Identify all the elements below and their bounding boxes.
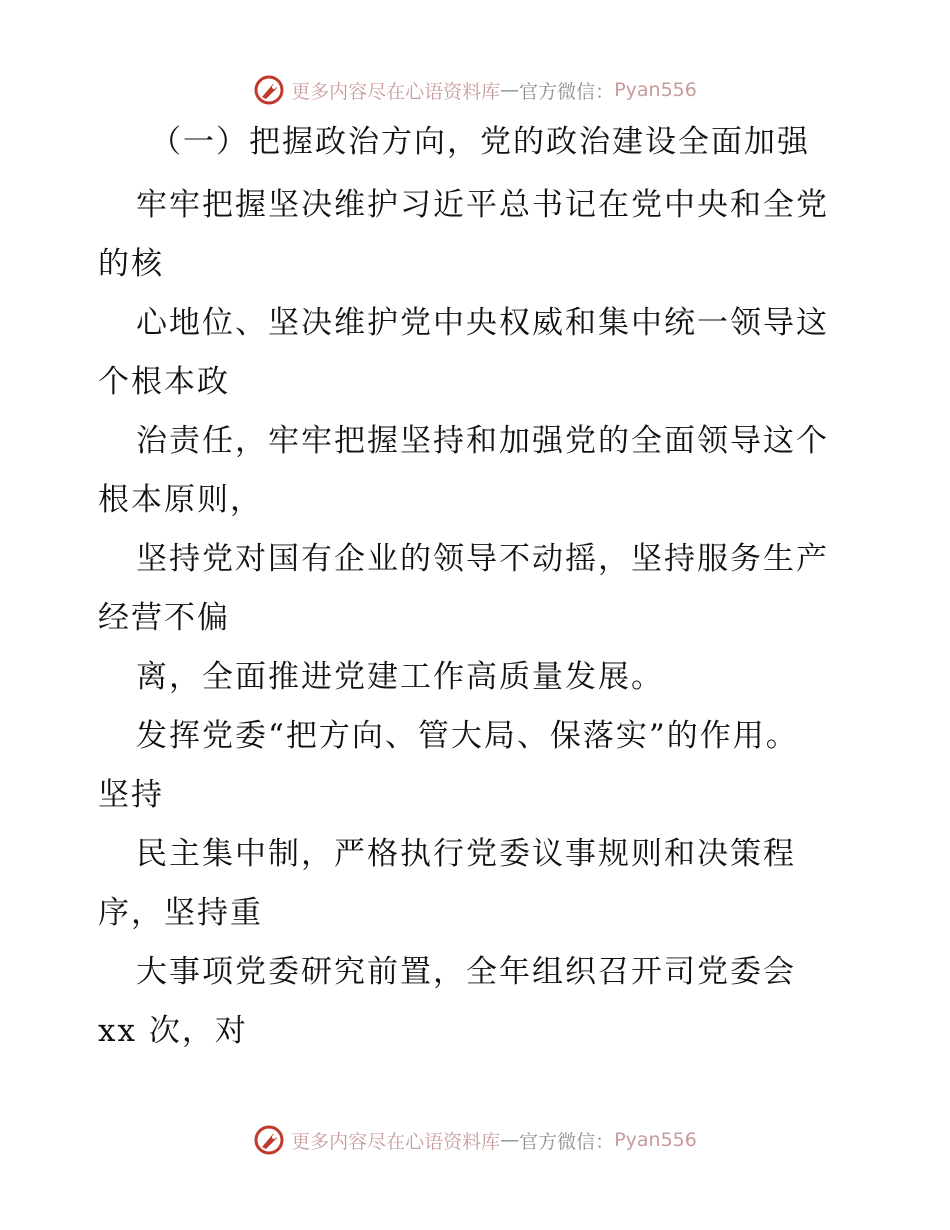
banner-text: 更多内容尽在心语资料库 <box>291 1130 501 1153</box>
text-line: 经营不偏 <box>98 600 230 636</box>
section-heading: （一）把握政治方向，党的政治建设全面加强 <box>150 124 810 160</box>
text-line: 根本原则， <box>98 482 263 518</box>
footer-banner <box>0 1120 950 1160</box>
text-line: 发挥党委“把方向、管大局、保落实”的作用。 <box>136 718 799 754</box>
text-line: 治责任，牢牢把握坚持和加强党的全面领导这个 <box>136 423 829 459</box>
text-line: 心地位、坚决维护党中央权威和集中统一领导这 <box>136 305 829 341</box>
banner-wechat-id: Pyan556 <box>614 1129 697 1151</box>
text-line: xx 次，对 <box>98 1013 248 1049</box>
banner-wechat-id: Pyan556 <box>614 79 697 101</box>
text-line: 坚持党对国有企业的领导不动摇，坚持服务生产 <box>136 541 829 577</box>
text-line: 民主集中制，严格执行党委议事规则和决策程 <box>136 836 796 872</box>
text-line: 序，坚持重 <box>98 895 263 931</box>
banner-colon: ： <box>595 1130 615 1153</box>
pen-nib-logo-icon <box>253 74 285 106</box>
text-line: 离，全面推进党建工作高质量发展。 <box>136 659 664 695</box>
banner-separator: — <box>500 1129 520 1151</box>
text-line: 牢牢把握坚决维护习近平总书记在党中央和全党 <box>136 187 829 223</box>
banner-colon: ： <box>595 80 615 103</box>
banner-wechat-label: 官方微信 <box>519 1130 596 1153</box>
header-banner <box>0 70 950 110</box>
text-line: 坚持 <box>98 777 164 813</box>
text-line: 大事项党委研究前置，全年组织召开司党委会 <box>136 954 796 990</box>
banner-separator: — <box>500 79 520 101</box>
pen-nib-logo-icon <box>253 1124 285 1156</box>
text-line: 的核 <box>98 246 164 282</box>
banner-text: 更多内容尽在心语资料库 <box>291 80 501 103</box>
banner-wechat-label: 官方微信 <box>519 80 596 103</box>
text-line: 个根本政 <box>98 364 230 400</box>
